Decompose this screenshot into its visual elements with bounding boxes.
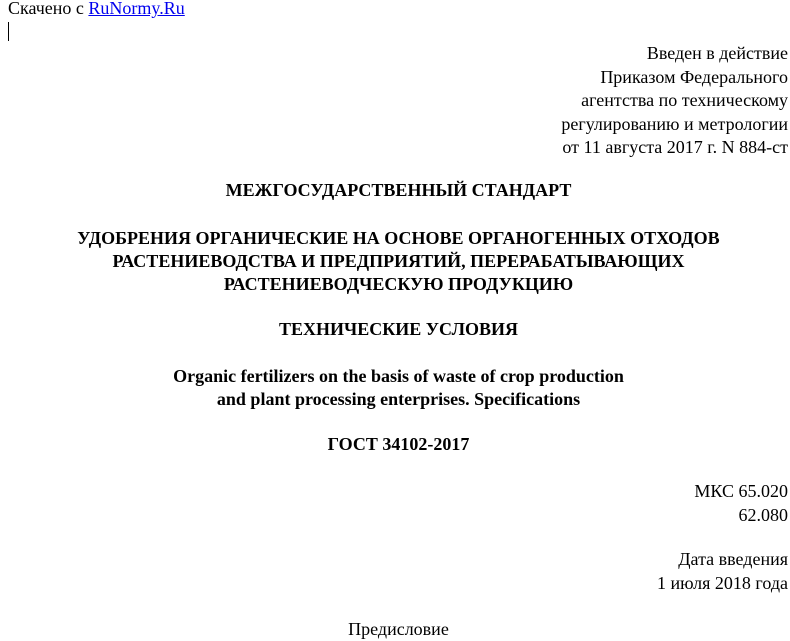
standard-kind: МЕЖГОСУДАРСТВЕННЫЙ СТАНДАРТ <box>225 180 572 200</box>
english-title-line: and plant processing enterprises. Specifications <box>216 389 581 409</box>
text-cursor <box>8 22 9 41</box>
enactment-line: агентства по техническому <box>581 90 788 110</box>
classification-line: МКС 65.020 <box>694 481 788 501</box>
download-source <box>8 0 185 19</box>
enactment-line: Приказом Федерального <box>600 66 788 87</box>
gost-code: ГОСТ 34102-2017 <box>327 434 470 454</box>
enactment-line: Введен в действие <box>646 43 788 63</box>
enactment-line: регулированию и метрологии <box>561 113 788 134</box>
title-line: РАСТЕНИЕВОДСТВА И ПРЕДПРИЯТИЙ, ПЕРЕРАБАТЫВАЮЩИХ <box>112 251 685 271</box>
english-title-line: Organic fertilizers on the basis of waste of crop production <box>173 366 624 386</box>
classification-line: 62.080 <box>738 505 788 525</box>
runormy-link[interactable]: RuNormy.Ru <box>88 0 185 18</box>
standard-subtitle: ТЕХНИЧЕСКИЕ УСЛОВИЯ <box>279 319 518 339</box>
download-prefix: Скачено с <box>8 0 84 18</box>
english-title <box>0 365 790 411</box>
preface-heading: Предисловие <box>348 619 449 639</box>
effective-date-label: Дата введения <box>678 549 788 569</box>
enactment-line: от 11 августа 2017 г. N 884-ст <box>562 137 788 157</box>
enactment-block <box>561 42 788 160</box>
title-line: РАСТЕНИЕВОДЧЕСКУЮ ПРОДУКЦИЮ <box>223 274 574 294</box>
title-line: УДОБРЕНИЯ ОРГАНИЧЕСКИЕ НА ОСНОВЕ ОРГАНОГЕННЫХ ОТХОДОВ <box>77 228 720 248</box>
effective-date-value: 1 июля 2018 года <box>657 573 788 593</box>
standard-title <box>0 227 790 296</box>
classification-codes <box>694 479 788 527</box>
effective-date <box>657 547 788 595</box>
